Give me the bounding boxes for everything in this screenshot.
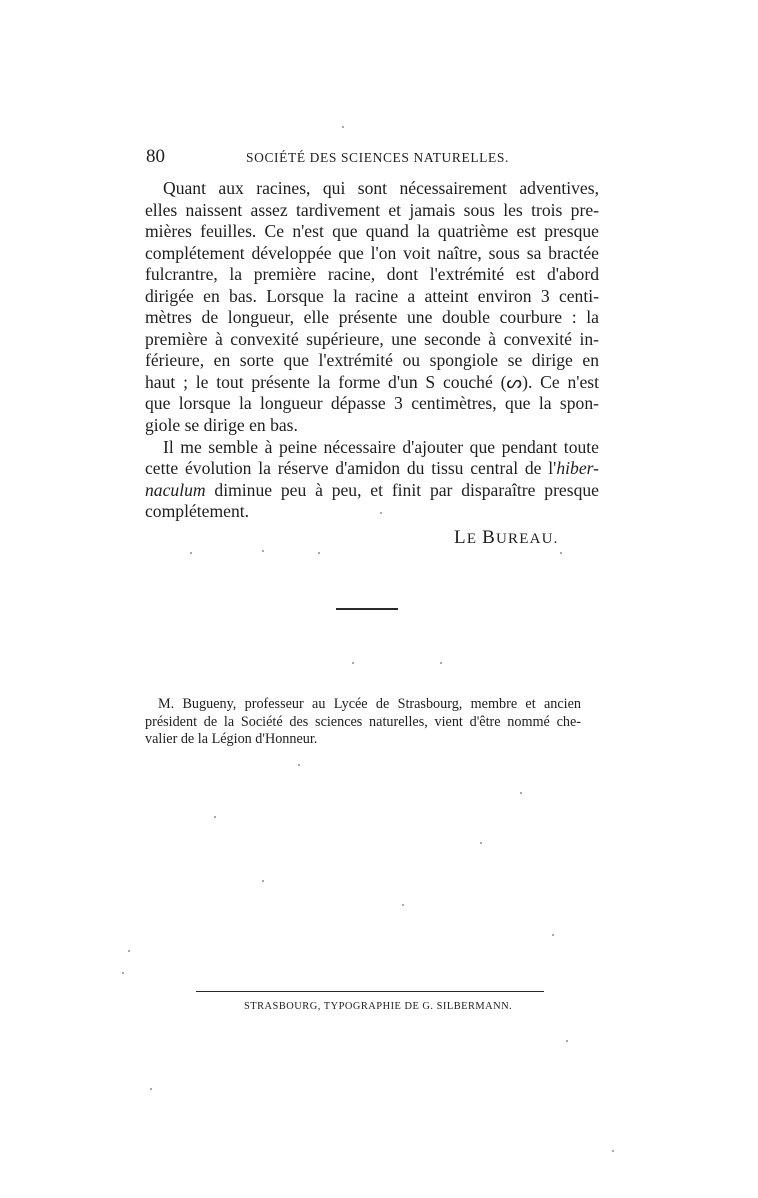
- scan-speck: [150, 1088, 152, 1090]
- scan-speck: [318, 552, 320, 554]
- notice-paragraph: [145, 696, 581, 749]
- scan-speck: [440, 662, 442, 664]
- signature-smallcaps: E: [466, 531, 478, 547]
- scan-speck: [342, 126, 344, 128]
- scan-speck: [612, 1150, 614, 1152]
- text-line: Il me semble à peine nécessaire d'ajouter que pendant toute: [163, 436, 599, 457]
- text-line: complétement.: [145, 501, 250, 522]
- scan-speck: [402, 904, 404, 906]
- body-text: [145, 178, 599, 523]
- text-line: elles naissent assez tardivement et jamais sous les trois pre-: [145, 199, 599, 220]
- printer-colophon: STRASBOURG, TYPOGRAPHIE DE G. SILBERMANN.: [244, 1001, 513, 1012]
- text-line: fulcrantre, la première racine, dont l'extrémité est d'abord: [145, 264, 599, 285]
- scan-speck: [520, 792, 522, 794]
- section-divider: [336, 608, 398, 610]
- text-line: complétement développée que l'on voit naître, sous sa bractée: [145, 242, 599, 263]
- scan-speck: [380, 512, 382, 514]
- scan-speck: [190, 552, 192, 554]
- notice-line: M. Bugueny, professeur au Lycée de Strasbourg, membre et ancien: [158, 696, 581, 712]
- page-number: 80: [146, 146, 165, 167]
- scan-speck: [552, 934, 554, 936]
- signature-initial: B: [482, 527, 497, 548]
- text-line: dirigée en bas. Lorsque la racine a atteint environ 3 centi-: [145, 285, 599, 306]
- text-line: haut ; le tout présente la forme d'un S couché (ᔕ). Ce n'est: [145, 371, 599, 392]
- notice-line: président de la Société des sciences naturelles, vient d'être nommé che-: [145, 713, 581, 730]
- running-head: [146, 146, 586, 168]
- scan-speck: [128, 950, 130, 952]
- scan-speck: [262, 880, 264, 882]
- text-line-with-italic: [145, 458, 599, 480]
- scan-speck: [566, 1040, 568, 1042]
- text-line: giole se dirige en bas.: [145, 415, 298, 436]
- running-title: SOCIÉTÉ DES SCIENCES NATURELLES.: [246, 150, 509, 165]
- scan-speck: [352, 662, 354, 664]
- footer-rule: [196, 991, 544, 992]
- text-line: première à convexité supérieure, une seconde à convexité in-: [145, 328, 599, 349]
- scan-speck: [122, 972, 124, 974]
- signature: [454, 528, 559, 549]
- scan-speck: [214, 816, 216, 818]
- text-run: cette évolution la réserve d'amidon du tissu central de l': [145, 458, 557, 479]
- text-line: mètres de longueur, elle présente une double courbure : la: [145, 307, 599, 328]
- text-line: mières feuilles. Ce n'est que quand la quatrième est presque: [145, 221, 599, 242]
- text-line: férieure, en sorte que l'extrémité ou spongiole se dirige en: [145, 350, 599, 371]
- signature-smallcaps: UREAU.: [496, 531, 559, 547]
- scan-speck: [298, 764, 300, 766]
- text-run: diminue peu à peu, et finit par disparaître presque: [205, 479, 599, 500]
- scan-speck: [560, 552, 562, 554]
- text-line-with-italic: [145, 480, 599, 502]
- scan-speck: [480, 842, 482, 844]
- italic-term: hiber-: [556, 458, 599, 479]
- text-line: Quant aux racines, qui sont nécessairement adventives,: [163, 178, 599, 198]
- scan-speck: [262, 550, 264, 552]
- text-line: que lorsque la longueur dépasse 3 centimètres, que la spon-: [145, 393, 599, 414]
- notice-line: valier de la Légion d'Honneur.: [145, 731, 318, 748]
- signature-initial: L: [454, 527, 467, 548]
- italic-term: naculum: [145, 479, 206, 500]
